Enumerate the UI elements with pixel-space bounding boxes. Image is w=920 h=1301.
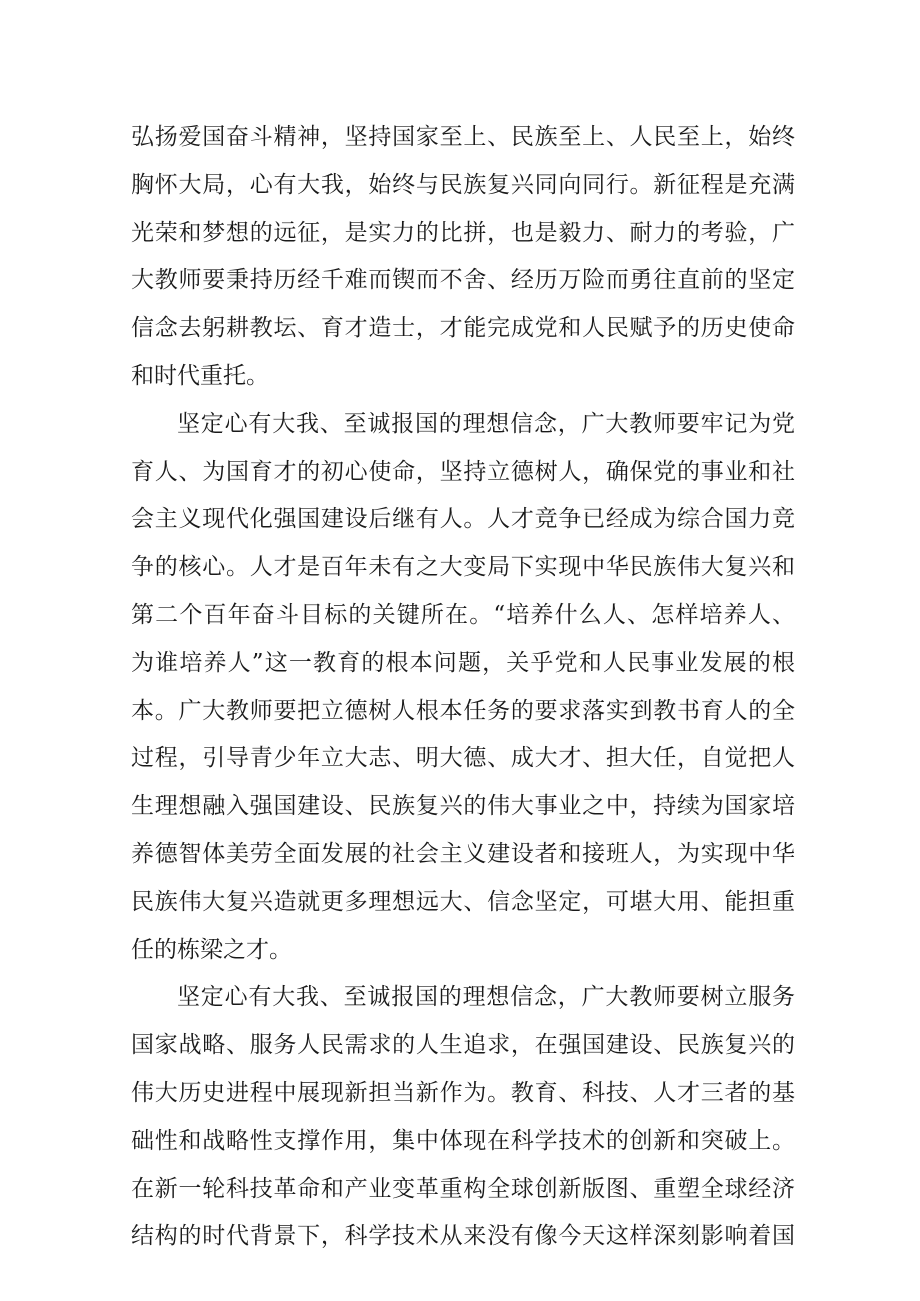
text-line: 过程，引导青少年立大志、明大德、成大才、担大任，自觉把人 (131, 745, 795, 772)
text-line: 础性和战略性支撑作用，集中体现在科学技术的创新和突破上。 (131, 1127, 795, 1154)
text-line: 任的栋梁之才。 (131, 936, 292, 963)
text-line: 国家战略、服务人民需求的人生追求，在强国建设、民族复兴的 (131, 1032, 795, 1059)
paragraph-1 (131, 114, 795, 401)
text-line: 伟大历史进程中展现新担当新作为。教育、科技、人才三者的基 (131, 1079, 795, 1106)
text-line: 弘扬爱国奋斗精神，坚持国家至上、民族至上、人民至上，始终 (131, 124, 795, 150)
text-line: 结构的时代背景下，科学技术从来没有像今天这样深刻影响着国 (131, 1223, 795, 1250)
text-line: 大教师要秉持历经千难而锲而不舍、经历万险而勇往直前的坚定 (131, 267, 795, 294)
text-line: 坚定心有大我、至诚报国的理想信念，广大教师要牢记为党 (177, 410, 795, 437)
text-line: 育人、为国育才的初心使命，坚持立德树人，确保党的事业和社 (131, 458, 795, 485)
text-line: 本。广大教师要把立德树人根本任务的要求落实到教书育人的全 (131, 697, 795, 724)
text-line: 民族伟大复兴造就更多理想远大、信念坚定，可堪大用、能担重 (131, 888, 795, 915)
text-line: 第二个百年奋斗目标的关键所在。“培养什么人、怎样培养人、 (131, 601, 795, 628)
text-line: 坚定心有大我、至诚报国的理想信念，广大教师要树立服务 (177, 984, 795, 1011)
text-line: 生理想融入强国建设、民族复兴的伟大事业之中，持续为国家培 (131, 793, 795, 820)
text-line: 和时代重托。 (131, 362, 269, 389)
text-line: 胸怀大局，心有大我，始终与民族复兴同向同行。新征程是充满 (131, 171, 795, 198)
text-line: 为谁培养人”这一教育的根本问题，关乎党和人民事业发展的根 (131, 649, 795, 676)
paragraph-2 (131, 401, 795, 975)
text-line: 光荣和梦想的远征，是实力的比拼，也是毅力、耐力的考验，广 (131, 219, 795, 246)
text-line: 争的核心。人才是百年未有之大变局下实现中华民族伟大复兴和 (131, 554, 795, 581)
paragraph-3 (131, 974, 795, 1261)
text-line: 养德智体美劳全面发展的社会主义建设者和接班人，为实现中华 (131, 840, 795, 867)
text-line: 信念去躬耕教坛、育才造士，才能完成党和人民赋予的历史使命 (131, 315, 795, 342)
text-line: 会主义现代化强国建设后继有人。人才竞争已经成为综合国力竞 (131, 506, 795, 533)
document-body (131, 114, 795, 1261)
text-line: 在新一轮科技革命和产业变革重构全球创新版图、重塑全球经济 (131, 1175, 795, 1202)
